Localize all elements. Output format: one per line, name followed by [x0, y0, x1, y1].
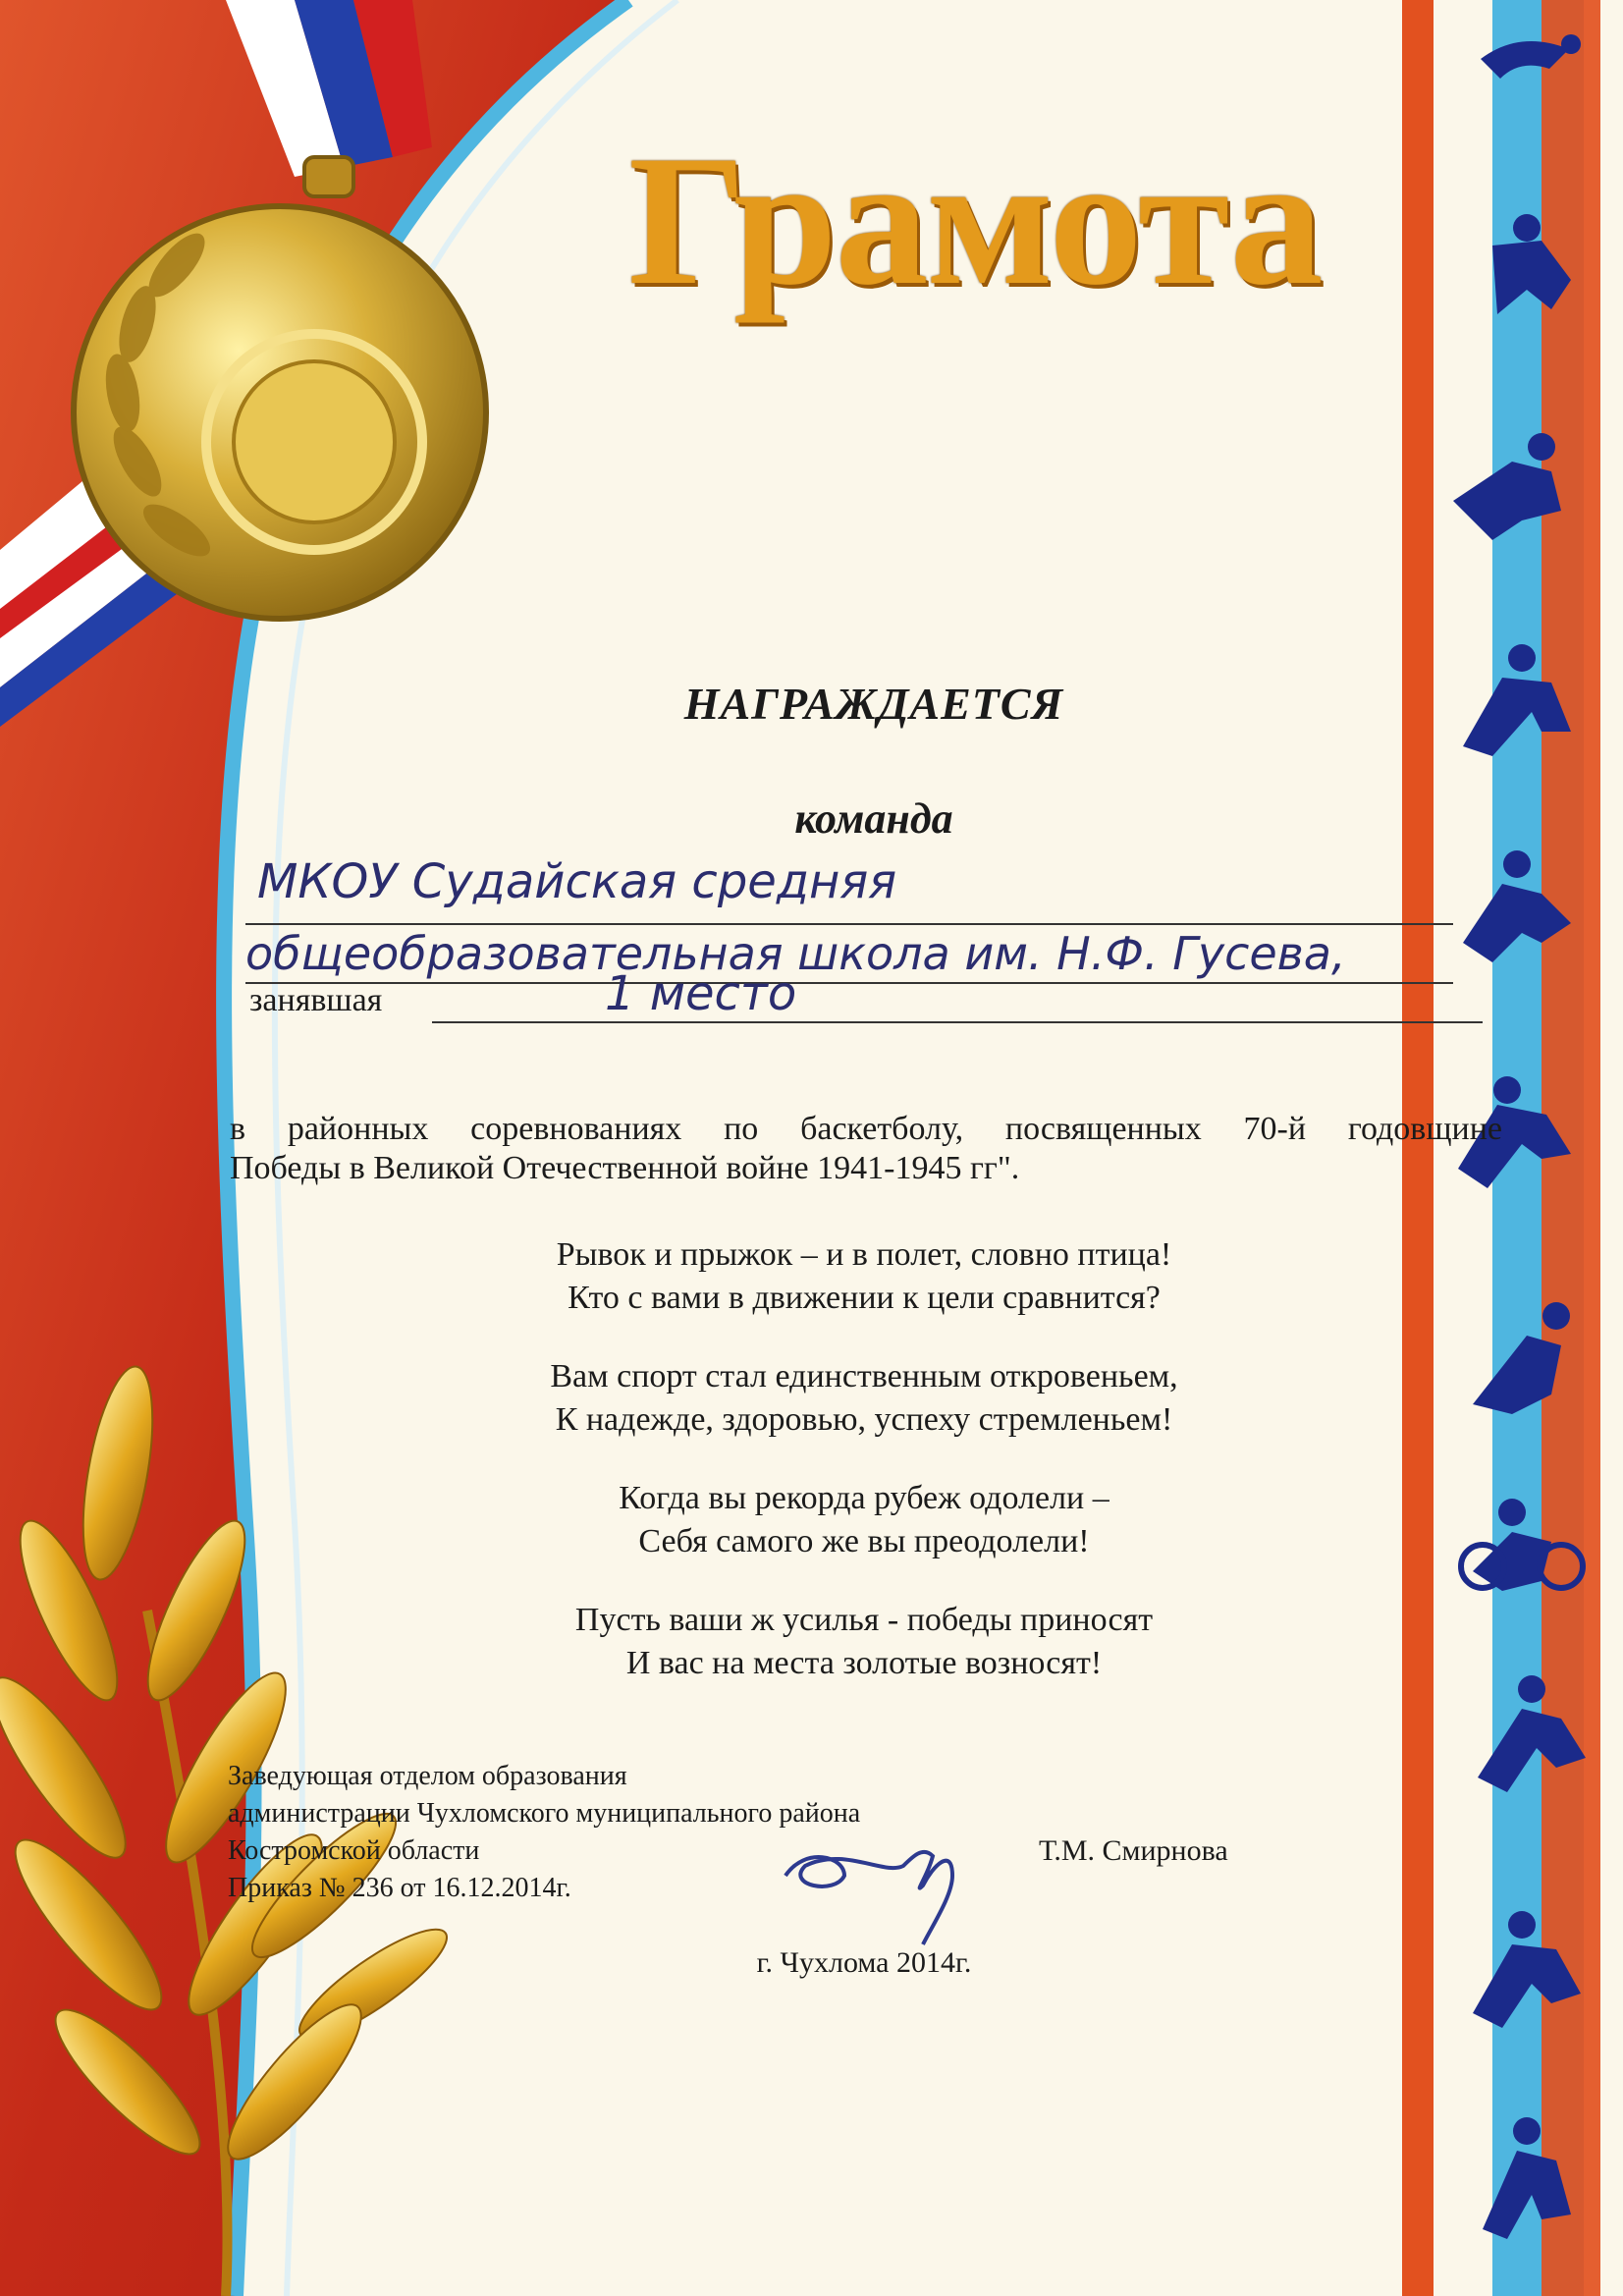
award-description-line2: Победы в Великой Отечественной войне 1941-1945 гг".	[230, 1150, 1020, 1186]
underline-2	[245, 982, 1453, 984]
poem-line: Вам спорт стал единственным откровеньем,	[550, 1358, 1178, 1394]
poem-stanza-1	[432, 1233, 1296, 1320]
poem-line: К надежде, здоровью, успеху стремленьем!	[555, 1401, 1173, 1438]
poem-line: Рывок и прыжок – и в полет, словно птица!	[556, 1236, 1172, 1273]
team-name-line2: общеобразовательная школа им. Н.Ф. Гусева,	[245, 927, 1346, 980]
poem-stanza-2	[432, 1355, 1296, 1442]
team-label: команда	[794, 794, 953, 843]
award-description-line1: в районных соревнованиях по баскетболу, посвященных 70-й годовщине	[230, 1111, 1502, 1147]
poem-stanza-4	[432, 1599, 1296, 1685]
poem-line: Себя самого же вы преодолели!	[638, 1523, 1090, 1559]
signer-position-line: Заведующая отделом образования	[228, 1761, 627, 1791]
poem-line: Когда вы рекорда рубеж одолели –	[619, 1480, 1109, 1516]
awarded-heading: НАГРАЖДАЕТСЯ	[683, 679, 1064, 729]
order-reference: Приказ № 236 от 16.12.2014г.	[228, 1873, 571, 1903]
underline-1	[245, 923, 1453, 925]
place-value: 1 место	[605, 966, 797, 1021]
poem-line: Пусть ваши ж усилья - победы приносят	[574, 1602, 1154, 1638]
poem-line: Кто с вами в движении к цели сравнится?	[568, 1280, 1161, 1316]
signer-name: Т.М. Смирнова	[1039, 1834, 1228, 1867]
signature-block	[228, 1758, 1033, 1907]
underline-3	[432, 1021, 1483, 1023]
poem-line: И вас на места золотые возносят!	[625, 1645, 1103, 1681]
signer-position-line: администрации Чухломского муниципального района	[228, 1798, 861, 1829]
certificate-title: Грамота	[628, 118, 1322, 324]
place-label: занявшая	[249, 982, 383, 1018]
signer-position-line: Костромской области	[228, 1835, 480, 1866]
poem-stanza-3	[432, 1477, 1296, 1563]
award-description	[230, 1110, 1502, 1188]
place-and-year: г. Чухлома 2014г.	[756, 1946, 972, 1979]
team-name-line1: МКОУ Судайская средняя	[257, 854, 897, 909]
